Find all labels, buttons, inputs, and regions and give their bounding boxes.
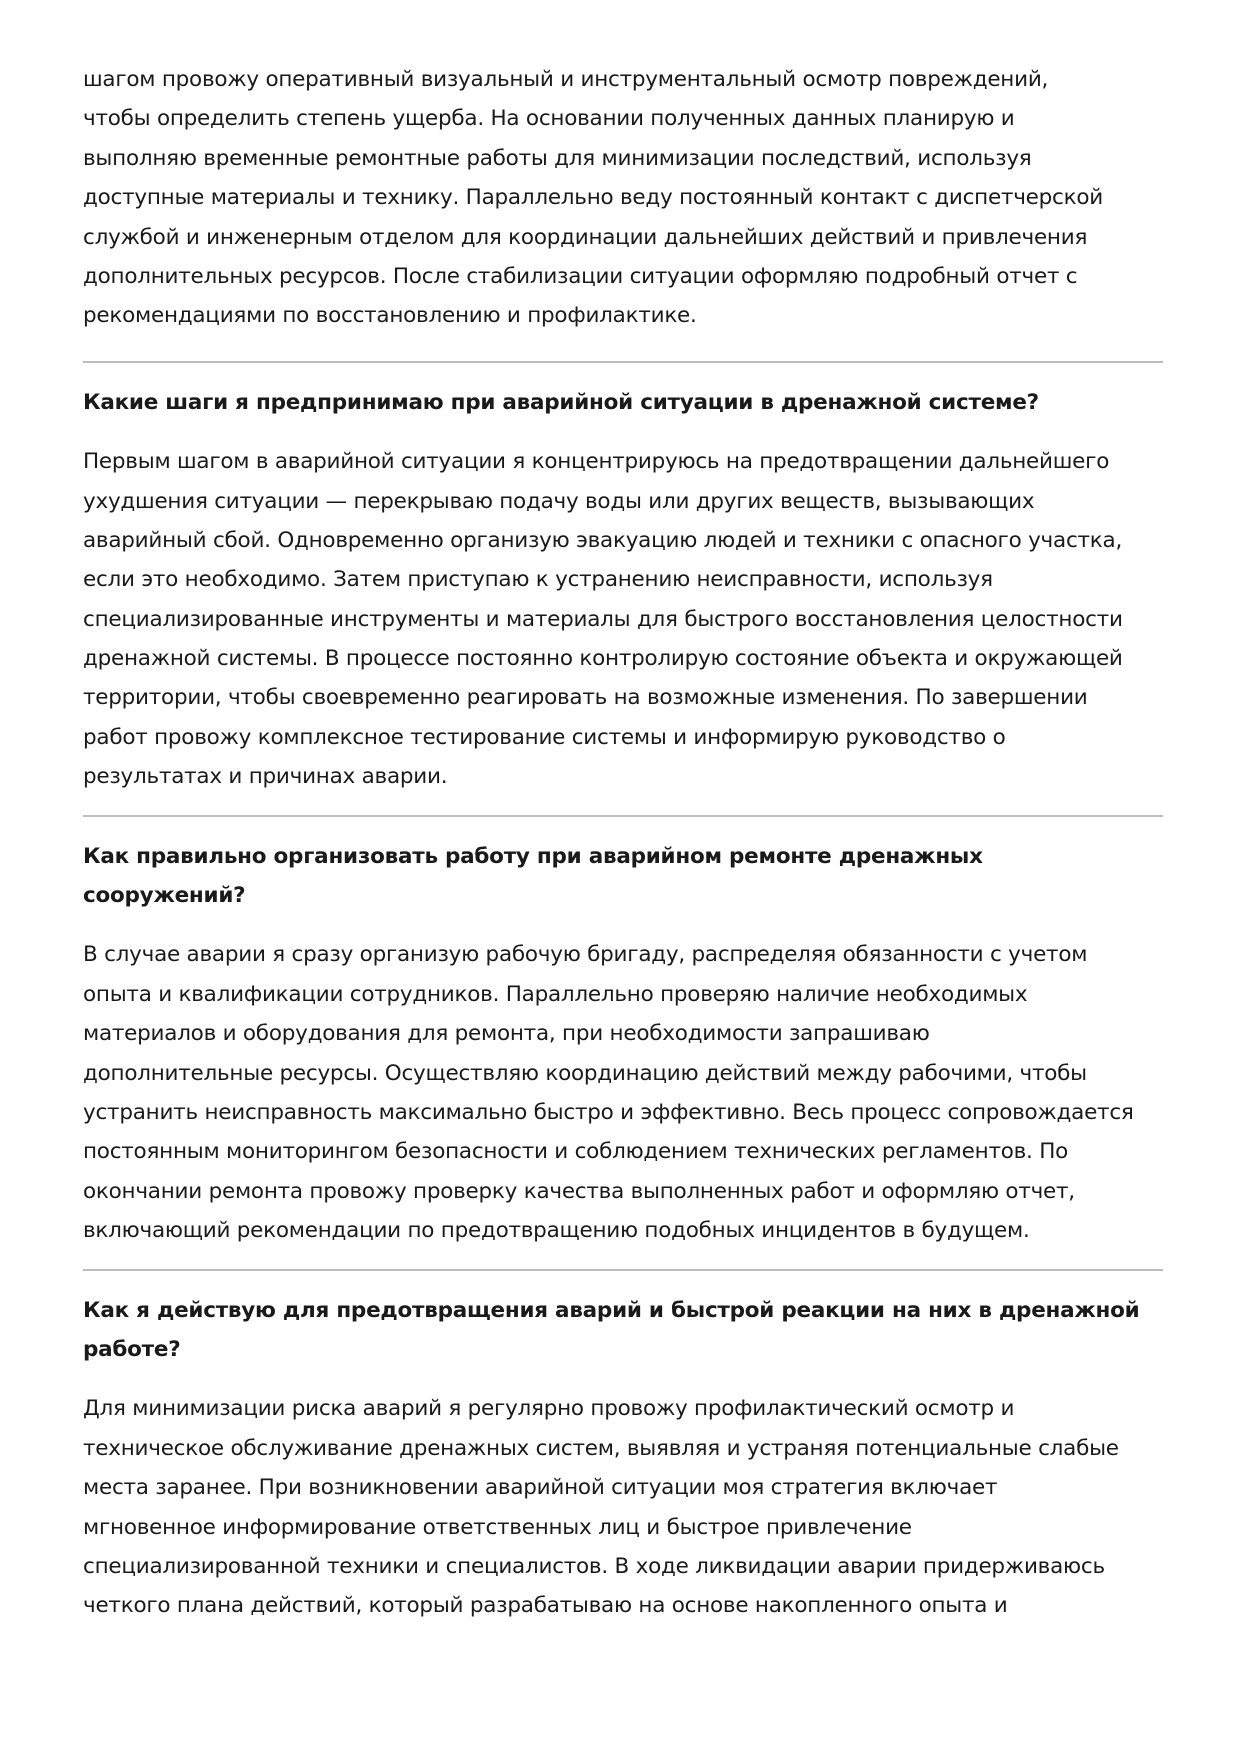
- answer-line: материалов и оборудования для ремонта, при необходимости запрашиваю: [83, 1021, 930, 1047]
- answer-line: работ провожу комплексное тестирование системы и информирую руководство о: [83, 724, 1006, 750]
- answer-line: мгновенное информирование ответственных лиц и быстрое привлечение: [83, 1514, 912, 1540]
- answer-line: службой и инженерным отделом для координации дальнейших действий и привлечения: [83, 224, 1088, 250]
- answer-line: аварийный сбой. Одновременно организую эвакуацию людей и техники с опасного участка,: [83, 527, 1123, 553]
- answer-line: шагом провожу оперативный визуальный и инструментальный осмотр повреждений,: [83, 67, 1049, 92]
- answer-paragraph: [83, 935, 1163, 1250]
- answer-line: четкого плана действий, который разрабатываю на основе накопленного опыта и: [83, 1593, 1008, 1619]
- answer-paragraph: [83, 60, 1163, 336]
- section-divider: [83, 361, 1163, 363]
- answer-line: техническое обслуживание дренажных систем, выявляя и устраняя потенциальные слабые: [83, 1435, 1119, 1461]
- answer-line: специализированной техники и специалистов. В ходе ликвидации аварии придерживаюсь: [83, 1553, 1105, 1579]
- answer-line: результатах и причинах аварии.: [83, 764, 448, 790]
- answer-line: дополнительных ресурсов. После стабилизации ситуации оформляю подробный отчет с: [83, 263, 1078, 289]
- answer-line: чтобы определить степень ущерба. На основании полученных данных планирую и: [83, 106, 1015, 132]
- question-heading: [83, 383, 1163, 422]
- answer-line: выполняю временные ремонтные работы для минимизации последствий, используя: [83, 145, 1032, 171]
- answer-line: Для минимизации риска аварий я регулярно провожу профилактический осмотр и: [83, 1396, 1015, 1422]
- section-divider: [83, 1269, 1163, 1271]
- answer-paragraph: [83, 1389, 1163, 1625]
- answer-paragraph: [83, 442, 1163, 797]
- answer-line: территории, чтобы своевременно реагировать на возможные изменения. По завершении: [83, 685, 1088, 711]
- question-heading: [83, 837, 1163, 916]
- question-line: Как я действую для предотвращения аварий и быстрой реакции на них в дренажной: [83, 1297, 1140, 1323]
- answer-line: доступные материалы и технику. Параллельно веду постоянный контакт с диспетчерской: [83, 185, 1103, 211]
- answer-line: Первым шагом в аварийной ситуации я концентрируюсь на предотвращении дальнейшего: [83, 449, 1110, 475]
- question-line: сооружений?: [83, 883, 246, 909]
- question-heading: [83, 1291, 1163, 1370]
- question-line: работе?: [83, 1336, 181, 1362]
- answer-line: если это необходимо. Затем приступаю к устранению неисправности, используя: [83, 567, 993, 593]
- answer-line: устранить неисправность максимально быстро и эффективно. Весь процесс сопровождается: [83, 1099, 1134, 1125]
- answer-line: дренажной системы. В процессе постоянно контролирую состояние объекта и окружающей: [83, 646, 1123, 672]
- answer-line: ухудшения ситуации — перекрываю подачу воды или других веществ, вызывающих: [83, 488, 1035, 514]
- document-page: [83, 60, 1163, 1626]
- answer-line: постоянным мониторингом безопасности и соблюдением технических регламентов. По: [83, 1139, 1069, 1165]
- answer-line: рекомендациями по восстановлению и профилактике.: [83, 303, 697, 329]
- answer-line: опыта и квалификации сотрудников. Параллельно проверяю наличие необходимых: [83, 981, 1028, 1007]
- answer-line: места заранее. При возникновении аварийной ситуации моя стратегия включает: [83, 1475, 998, 1501]
- answer-line: включающий рекомендации по предотвращению подобных инцидентов в будущем.: [83, 1218, 1030, 1244]
- question-line: Какие шаги я предпринимаю при аварийной ситуации в дренажной системе?: [83, 389, 1039, 415]
- answer-line: дополнительные ресурсы. Осуществляю координацию действий между рабочими, чтобы: [83, 1060, 1087, 1086]
- answer-line: окончании ремонта провожу проверку качества выполненных работ и оформляю отчет,: [83, 1178, 1075, 1204]
- section-divider: [83, 815, 1163, 817]
- answer-line: В случае аварии я сразу организую рабочую бригаду, распределяя обязанности с учетом: [83, 942, 1088, 968]
- answer-line: специализированные инструменты и материалы для быстрого восстановления целостности: [83, 606, 1123, 632]
- question-line: Как правильно организовать работу при аварийном ремонте дренажных: [83, 843, 983, 869]
